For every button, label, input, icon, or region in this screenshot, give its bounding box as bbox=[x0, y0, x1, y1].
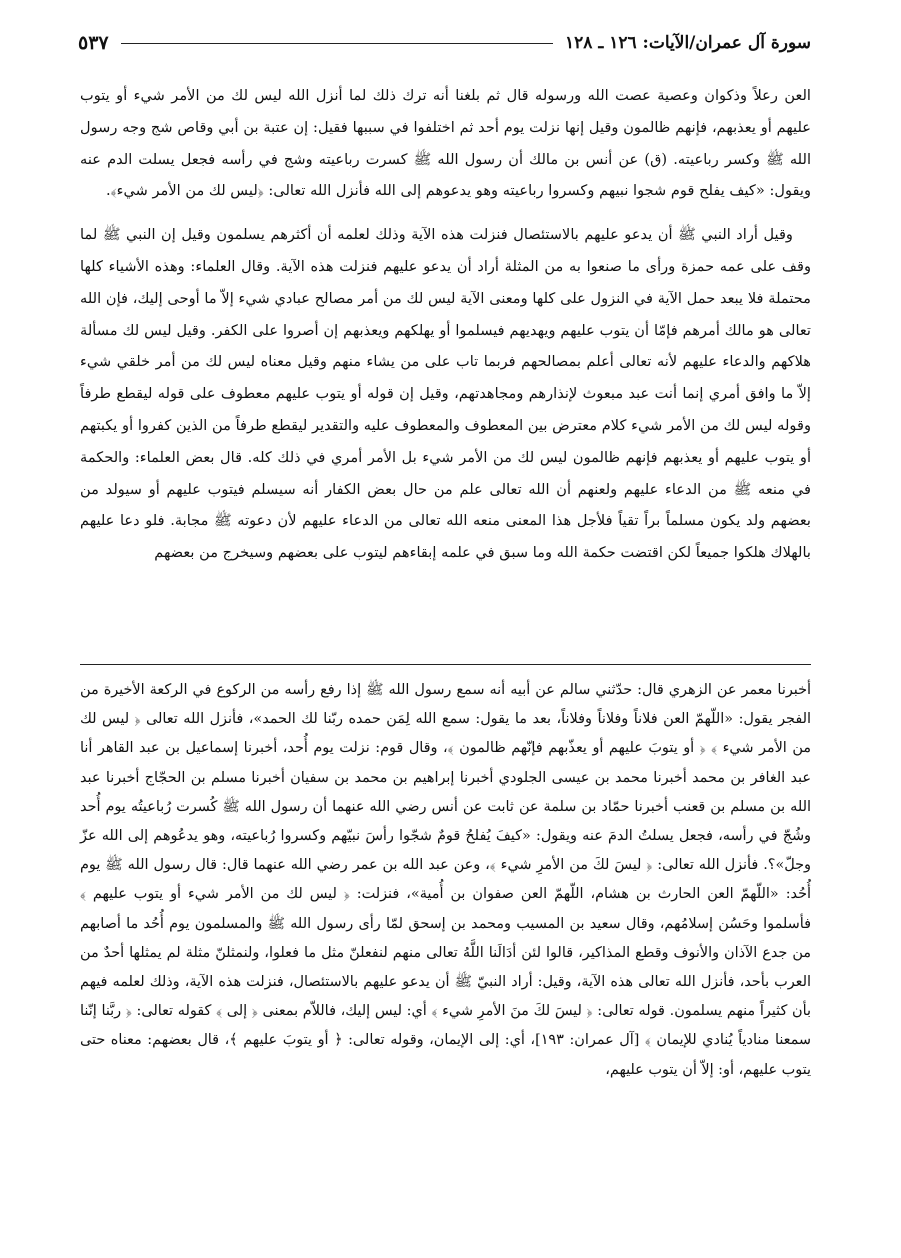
running-title: سورة آل عمران/الآيات: ١٢٦ ـ ١٢٨ bbox=[565, 33, 811, 53]
footnote-text bbox=[80, 676, 811, 1085]
header-rule bbox=[121, 43, 553, 44]
main-paragraph: وقيل أراد النبي ﷺ أن يدعو عليهم بالاستئصال فنزلت هذه الآية وذلك لعلمه أن أكثرهم يسلمون وقيل إن النبي ﷺ لما وقف على عمه حمزة ورأى ما صنعوا به من المثلة أراد أن يدعو عليهم فنزلت هذه الآية. وقال العلماء: وهذه الأشياء كلها محتملة فلا يبعد حمل الآية في النزول على كلها ومعنى الآية ليس لك من أمر مصالح عبادي شيء إلاّ ما أوحى إليك، فإن الله تعالى هو مالك أمرهم فإمّا أن يتوب عليهم ويهديهم فيسلموا أو يهلكهم ويعذبهم إن أصروا على الكفر. وقيل ليس لك مسألة هلاكهم والدعاء عليهم لأنه تعالى أعلم بمصالحهم فربما تاب على من يشاء منهم وقيل معناه ليس لك من أمر خلقي شيء إلاّ ما وافق أمري إنما أنت عبد مبعوث لإنذارهم ومجاهدتهم، وقيل إن قوله أو يتوب عليهم معطوف على قوله ليقطع طرفاً وقوله ليس لك من الأمر شيء كلام معترض بين المعطوف والمعطوف عليه والتقدير ليقطع طرفاً من الذين كفروا أو يكبتهم أو يتوب عليهم أو يعذبهم فإنهم ظالمون ليس لك من الأمر شيء بل الأمر أمري في ذلك كله. قال بعض العلماء: والحكمة في منعه ﷺ من الدعاء عليهم ولعنهم أن الله تعالى علم من حال بعض الكفار أنه سيسلم فيتوب عليهم أو سيولد من بعضهم ولد يكون مسلماً براً تقياً فلأجل هذا المعنى منعه الله تعالى من الدعاء عليهم لأن دعوته ﷺ مجابة. فلو دعا عليهم بالهلاك هلكوا جميعاً لكن اقتضت حكمة الله وما سبق في علمه إبقاءهم ليتوب على بعضهم وسيخرج من بعضهم bbox=[80, 226, 811, 562]
page-number: ٥٣٧ bbox=[78, 32, 109, 54]
main-text bbox=[80, 80, 811, 569]
footnote-divider bbox=[80, 664, 811, 665]
page-header bbox=[78, 28, 811, 58]
footnote-paragraph: أخبرنا معمر عن الزهري قال: حدّثني سالم عن أبيه أنه سمع رسول الله ﷺ إذا رفع رأسه من الركوع في الركعة الأخيرة من الفجر يقول: «اللّهمّ العن فلاناً وفلاناً وفلاناً، بعد ما يقول: سمع الله لِمَن حمده ربّنا لك الحمد»، فأنزل الله تعالى ﴿ ليس لك من الأمر شيء ﴾ ﴿ أو يتوبَ عليهم أو يعذّبهم فإنّهم ظالمون ﴾، وقال قوم: نزلت يوم أُحد، أخبرنا إسماعيل بن عبد القاهر أنا عبد الغافر بن محمد أخبرنا محمد بن عيسى الجلودي أخبرنا إبراهيم بن محمد بن سفيان أخبرنا مسلم بن الحجّاج أخبرنا عبد الله بن مسلم بن قعنب أخبرنا حمّاد بن سلمة عن ثابت عن أنس رضي الله عنهما أن رسول الله ﷺ كُسرت رُباعيتُه يوم أُحد وشُجّ في رأسه، فجعل يسلتُ الدمَ عنه ويقول: «كيفَ يُفلحُ قومٌ شجّوا رأسَ نبيّهم وكسروا رُباعيته، وهو يدعُوهم إلى الله عزّ وجلّ»؟. فأنزل الله تعالى: ﴿ ليسَ لكَ من الأمرِ شيء ﴾، وعن عبد الله بن عمر رضي الله عنهما قال: قال رسول الله ﷺ يوم أُحُد: «اللّهمّ العن الحارث بن هشام، اللّهمّ العن صفوان بن أُمية»، فنزلت: ﴿ ليس لك من الأمر شيء أو يتوب عليهم ﴾ فأسلموا وحَسُن إسلامُهم، وقال سعيد بن المسيب ومحمد بن إسحق لمّا رأى رسول الله ﷺ والمسلمون يوم أُحُد ما أصابهم من جدع الآذان والأنوف وقطع المذاكير، قالوا لئن أدَالَنا اللَّهُ تعالى منهم لنفعلنّ مثل ما فعلوا، ولنمثلنّ مثلة لم يمثلها أحدٌ من العرب بأحد، فأنزل الله تعالى هذه الآية، وقيل: أراد النبيّ ﷺ أن يدعو عليهم بالاستئصال، فنزلت هذه الآية، وذلك لعلمه فيهم بأن كثيراً منهم يسلمون. قوله تعالى: ﴿ ليسَ لكَ منَ الأمرِ شيء ﴾ أي: ليس إليك، فاللاّم بمعنى ﴿ إلى ﴾ كقوله تعالى: ﴿ ربَّنا إنّنا سمعنا منادياً يُنادي للإيمان ﴾ [آل عمران: ١٩٣]، أي: إلى الإيمان، وقوله تعالى: ﴿ أو يتوبَ عليهم ﴾، قال بعضهم: معناه حتى يتوب عليهم، أو: إلاّ أن يتوب عليهم، bbox=[80, 682, 811, 1078]
main-paragraph: العن رعلاً وذكوان وعصية عصت الله ورسوله قال ثم بلغنا أنه ترك ذلك لما أنزل الله ليس لك من الأمر شيء أو يتوب عليهم أو يعذبهم، فإنهم ظالمون وقيل إنها نزلت يوم أحد ثم اختلفوا في سببها فقيل: إن عتبة بن أبي وقاص شج وجه رسول الله ﷺ وكسر رباعيته. (ق) عن أنس بن مالك أن رسول الله ﷺ كسرت رباعيته وشج في رأسه فجعل يسلت الدم عنه ويقول: «كيف يفلح قوم شجوا نبيهم وكسروا رباعيته وهو يدعوهم إلى الله فأنزل الله تعالى: ﴿ليس لك من الأمر شيء﴾. bbox=[80, 87, 811, 200]
